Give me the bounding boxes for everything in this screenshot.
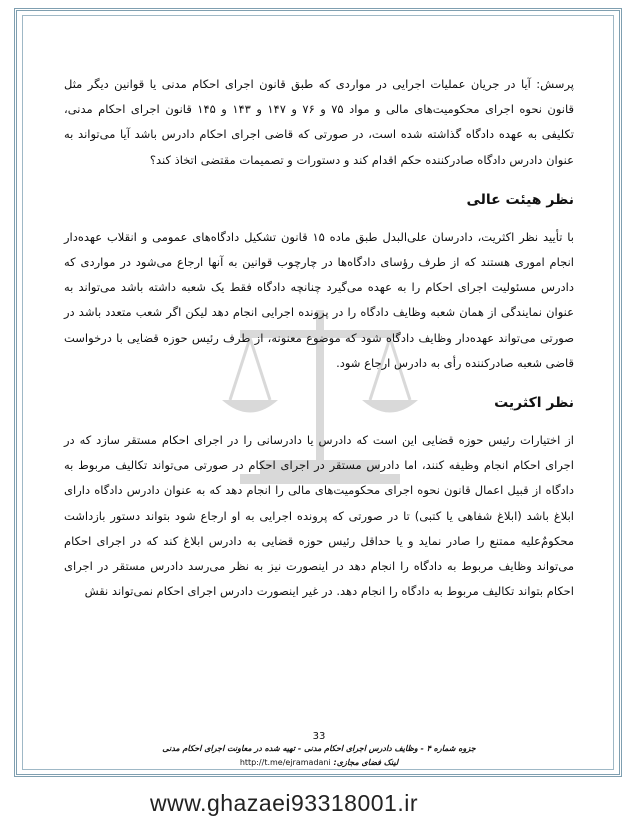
site-watermark-url: www.ghazaei93318001.ir [150, 790, 419, 816]
majority-opinion-paragraph: از اختیارات رئیس حوزه قضایی این است که دادرس یا دادرسانی را در اجرای احکام مستقر سازد که در اجرای احکام انجام وظیفه کنند، اما دادرس مستقر در اجرای احکام در صورتی می‌تواند تکالیف مربوط به دادگاه از قبیل اعمال قانون نحوه اجرای محکومیت‌های مالی را انجام دهد که به عنوان دادرس دادگاه دارای ابلاغ باشد (ابلاغ شفاهی یا کتبی) تا در صورتی که پرونده اجرایی به او ارجاع شود بتواند دستور بازداشت محکومٌ‌علیه ممتنع را صادر نماید و یا حداقل رئیس حوزه قضایی به دادرس ابلاغ کند که در اجرای احکام می‌تواند وظایف مربوط به دادگاه را انجام دهد در اینصورت نیز به نظر می‌رسد دادرس مستقر در اجرای احکام بتواند تکالیف مربوط به دادگاه را انجام دهد. در غیر اینصورت دادرس اجرای احکام نمی‌تواند نقش [64, 433, 574, 599]
channel-label: لینک فضای مجازی: [333, 758, 399, 767]
document-body [64, 72, 574, 604]
heading-high-board-opinion: نظر هیئت عالی [466, 191, 574, 208]
question-paragraph: پرسش: آیا در جریان عملیات اجرایی در مواردی که طبق قانون اجرای احکام مدنی یا قوانین دیگر مثل قانون نحوه اجرای محکومیت‌های مالی و مواد ۷۵ و ۷۶ و ۱۴۷ و ۱۴۳ و ۱۴۵ قانون اجرای احکام مدنی، تکلیفی به عهده دادگاه گذاشته شده است، در صورتی که قاضی اجرای احکام دادرس باشد آیا می‌تواند به عنوان دادرس دادگاه صادرکننده حکم اقدام کند و دستورات و تصمیمات مقتضی اتخاذ کند؟ [64, 77, 575, 167]
channel-line [0, 758, 638, 767]
heading-majority-opinion: نظر اکثریت [494, 395, 574, 412]
series-title: جزوه شماره ۴ - وظایف دادرس اجرای احکام مدنی - تهیه شده در معاونت اجرای احکام مدنی [162, 744, 476, 753]
channel-link[interactable]: http://t.me/ejramadani [239, 758, 331, 767]
high-board-opinion-paragraph: با تأیید نظر اکثریت، دادرسان علی‌البدل طبق ماده ۱۵ قانون تشکیل دادگاه‌های عمومی و انقلاب عهده‌دار انجام اموری هستند که از طرف رؤسای دادگاه‌ها در چارچوب قوانین به آنها ارجاع می‌شود در مواردی که دادرس مسئولیت اجرای احکام را به عهده می‌گیرد چنانچه دادگاه فقط یک شعبه داشته باشد می‌تواند به عنوان نمایندگی از همان شعبه وظایف دادگاه را در پرونده اجرایی انجام دهد لیکن اگر شعب متعدد باشد در صورتی می‌تواند عهده‌دار وظایف دادگاه شود که موضوع معنونه، از طرف رئیس حوزه قضایی با درخواست قاضی شعبه صادرکننده رأی به دادرس ارجاع شود. [64, 229, 574, 370]
page-number: 33 [312, 731, 326, 742]
